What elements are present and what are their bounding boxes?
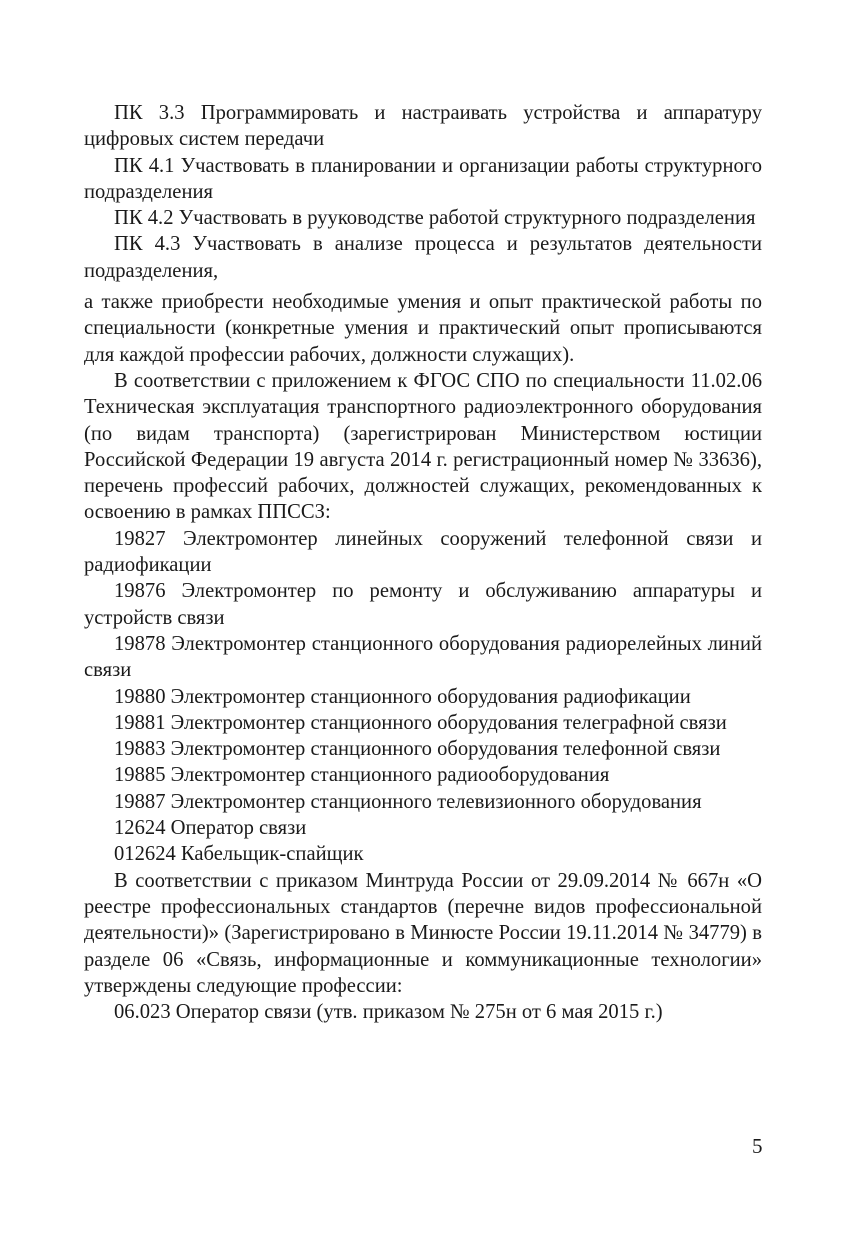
profession-12624: 12624 Оператор связи	[114, 817, 307, 840]
paragraph-pk-4-1: ПК 4.1 Участвовать в планировании и организации работы структурного подразделения	[84, 154, 762, 203]
profession-19887: 19887 Электромонтер станционного телевизионного оборудования	[114, 790, 702, 813]
page-body	[84, 100, 762, 1025]
profession-19885: 19885 Электромонтер станционного радиооборудования	[114, 764, 610, 787]
profession-19876: 19876 Электромонтер по ремонту и обслуживанию аппаратуры и устройств связи	[84, 580, 762, 629]
paragraph-pk-3-3: ПК 3.3 Программировать и настраивать устройства и аппаратуру цифровых систем передачи	[84, 102, 762, 151]
paragraph-pk-4-3: ПК 4.3 Участвовать в анализе процесса и результатов деятельности подразделения,	[84, 233, 762, 282]
paragraph-fgos: В соответствии с приложением к ФГОС СПО по специальности 11.02.06 Техническая эксплуатация транспортного радиоэлектронного оборудования (по видам транспорта) (зарегистрирован Министерством юстиции Российской Федерации 19 августа 2014 г. регистрационный номер № 33636), перечень профессий рабочих, должностей служащих, рекомендованных к освоению в рамках ППССЗ:	[84, 369, 762, 524]
profession-19827: 19827 Электромонтер линейных сооружений телефонной связи и радиофикации	[84, 527, 762, 577]
profession-06-023: 06.023 Оператор связи (утв. приказом № 275н от 6 мая 2015 г.)	[114, 1001, 663, 1024]
page-number: 5	[752, 1134, 763, 1158]
profession-012624: 012624 Кабельщик-спайщик	[114, 843, 364, 866]
paragraph-skills: а также приобрести необходимые умения и опыт практической работы по специальности (конкретные умения и практический опыт прописываются для каждой профессии рабочих, должности служащих).	[84, 291, 762, 366]
paragraph-pk-4-2: ПК 4.2 Участвовать в рууководстве работой структурного подразделения	[114, 207, 756, 230]
profession-19880: 19880 Электромонтер станционного оборудования радиофикации	[114, 685, 691, 708]
profession-19883: 19883 Электромонтер станционного оборудования телефонной связи	[114, 738, 721, 761]
profession-19881: 19881 Электромонтер станционного оборудования телеграфной связи	[114, 711, 727, 734]
profession-19878: 19878 Электромонтер станционного оборудования радиорелейных линий связи	[84, 632, 762, 682]
paragraph-mintrud-order: В соответствии с приказом Минтруда России от 29.09.2014 № 667н «О реестре профессиональных стандартов (перечне видов профессиональной деятельности)» (Зарегистрировано в Минюсте России 19.11.2014 № 34779) в разделе 06 «Связь, информационные и коммуникационные технологии» утверждены следующие профессии:	[84, 869, 762, 997]
